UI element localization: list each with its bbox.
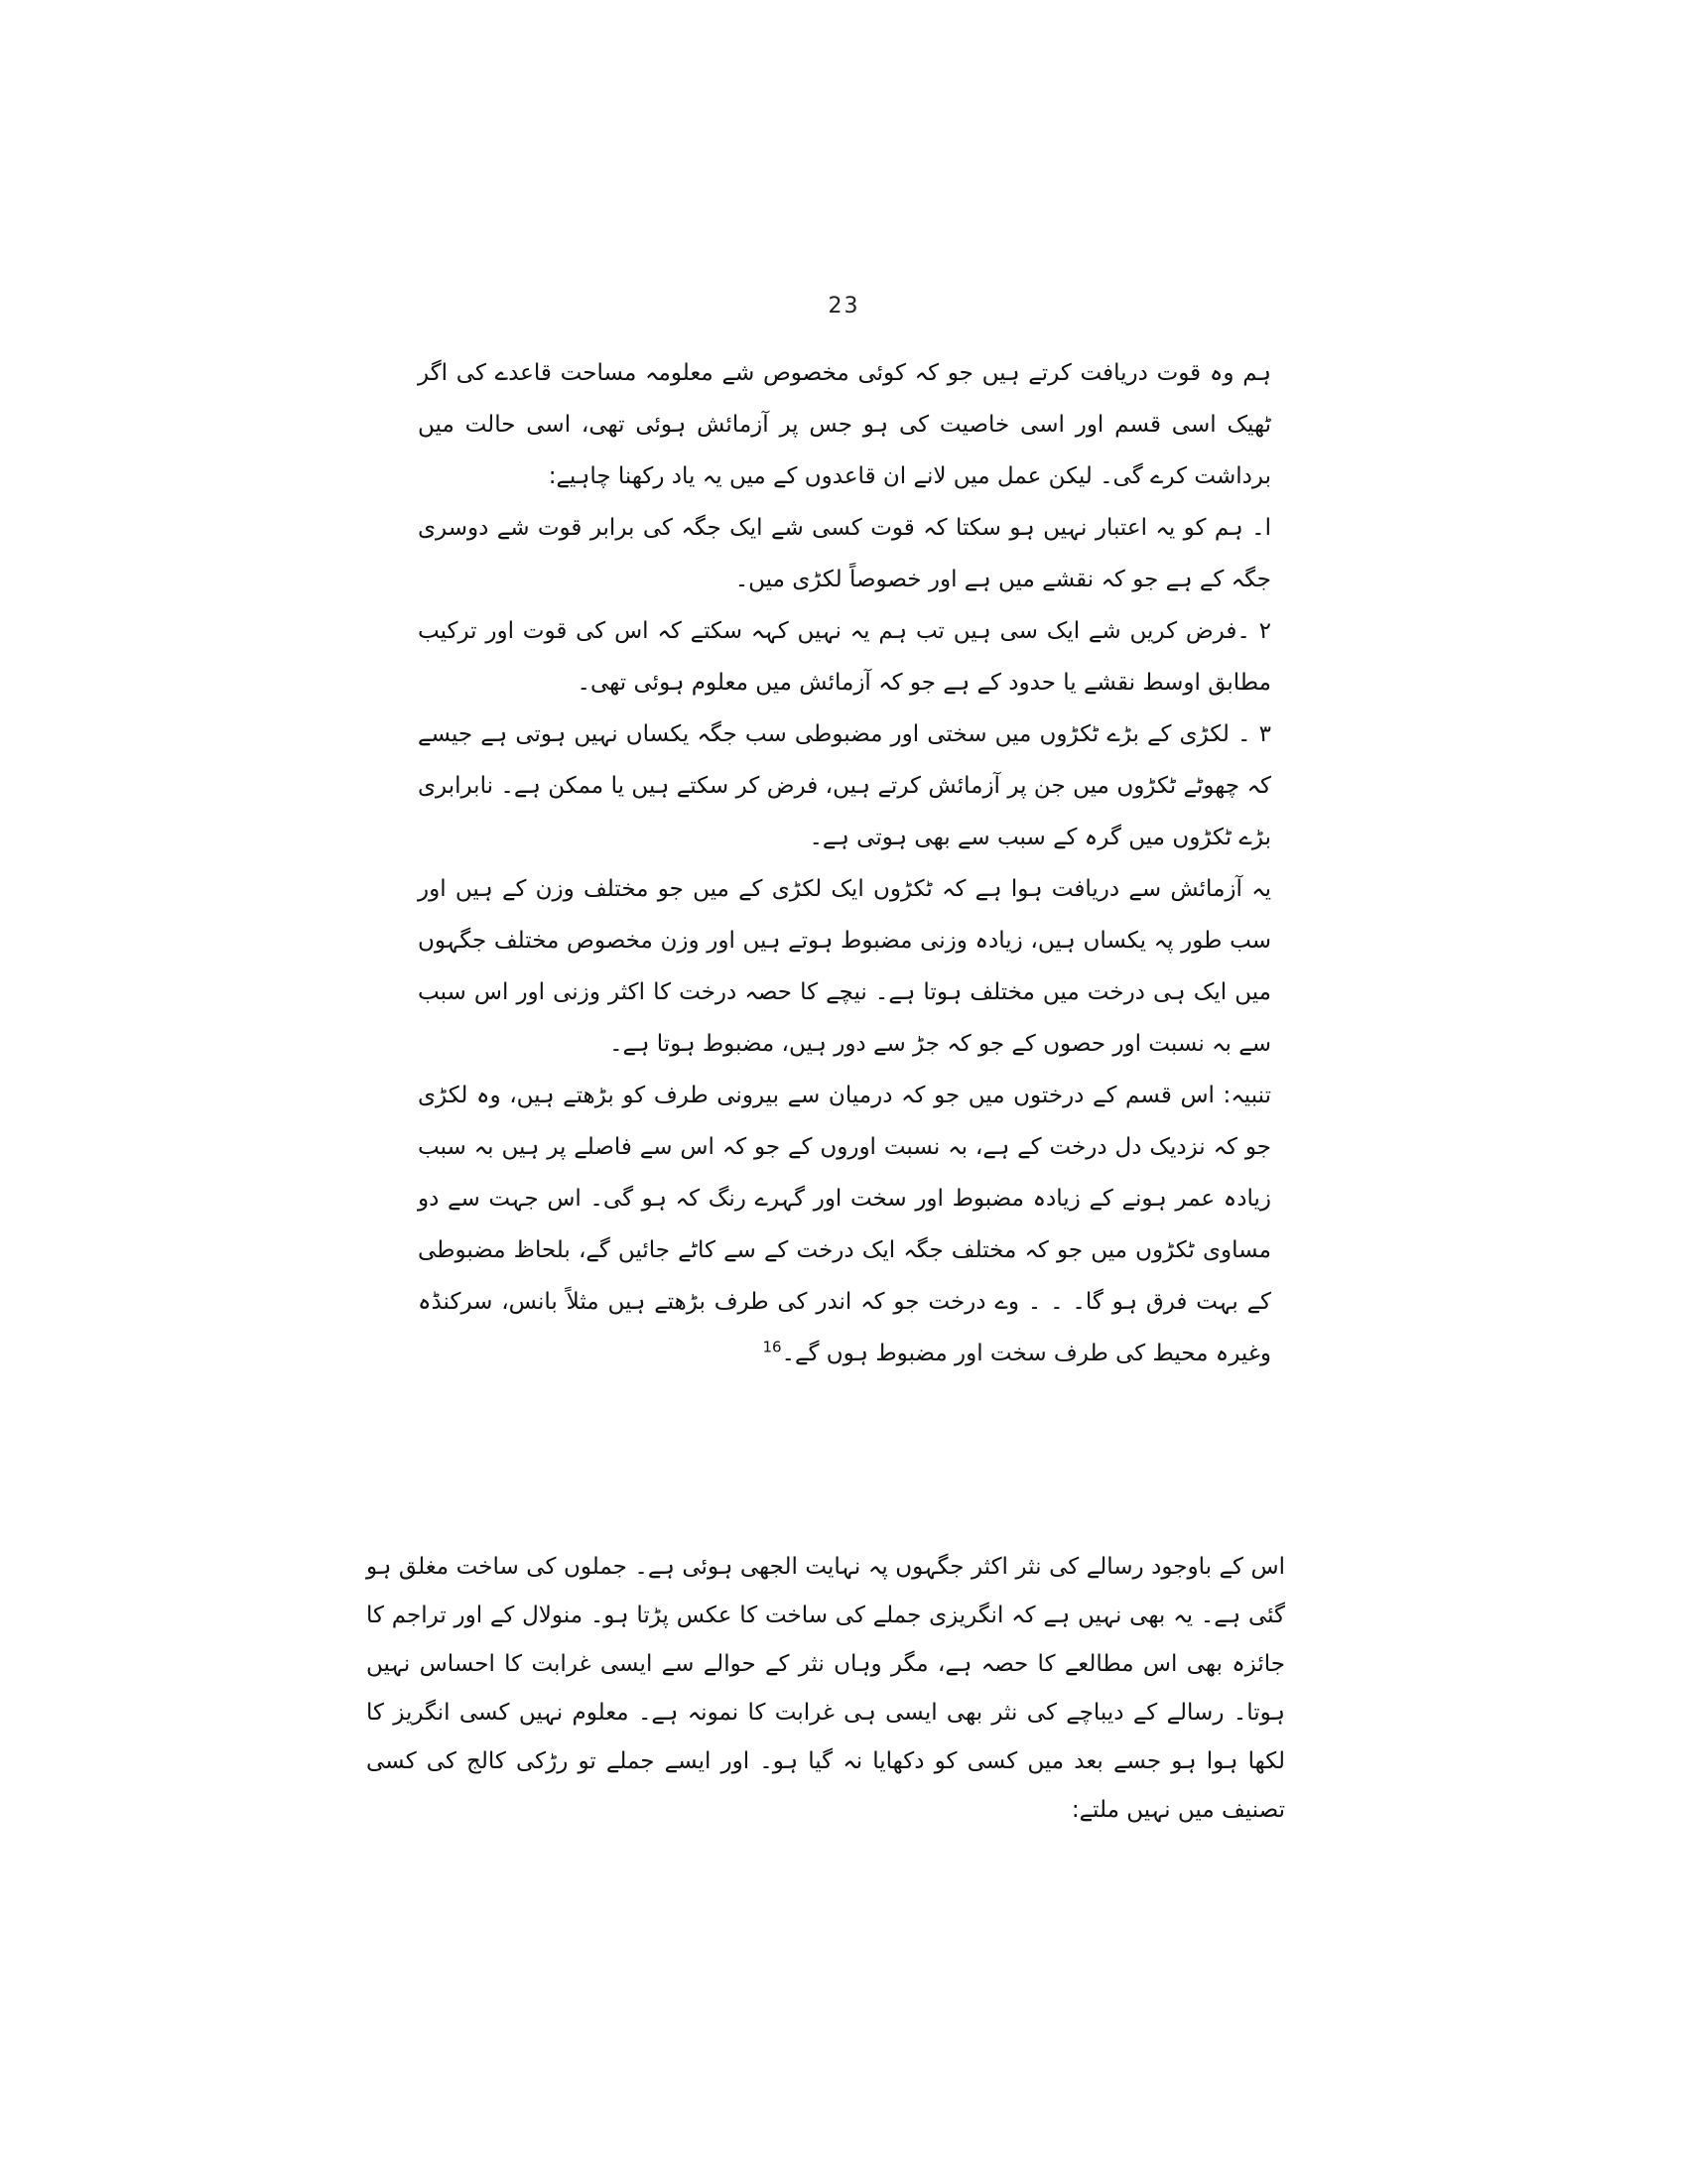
quote-paragraph-intro: ہم وہ قوت دریافت کرتے ہیں جو کہ کوئی مخصوص شے معلومہ مساحت قاعدے کی اگر ٹھیک اسی قسم اور اسی خاصیت کی ہو جس پر آزمائش ہوئی تھی، اسی حالت میں برداشت کرے گی۔ لیکن عمل میں لانے ان قاعدوں کے میں یہ یاد رکھنا چاہیے: — [418, 360, 1271, 489]
body-paragraph: اس کے باوجود رسالے کی نثر اکثر جگہوں پہ نہایت الجھی ہوئی ہے۔ جملوں کی ساخت مغلق ہو گئی ہے۔ یہ بھی نہیں ہے کہ انگریزی جملے کی ساخت کا عکس پڑتا ہو۔ منولال کے اور تراجم کا جائزہ بھی اس مطالعے کا حصہ ہے، مگر وہاں نثر کے حوالے سے ایسی غرابت کا احساس نہیں ہوتا۔ رسالے کے دیباچے کی نثر بھی ایسی ہی غرابت کا نمونہ ہے۔ معلوم نہیں کسی انگریز کا لکھا ہوا ہو جسے بعد میں کسی کو دکھایا نہ گیا ہو۔ اور ایسے جملے تو رڑکی کالج کی کسی تصنیف میں نہیں ملتے: — [366, 1554, 1285, 1823]
page-number: 23 — [828, 294, 860, 319]
quote-paragraph-warning — [418, 1070, 1271, 1379]
quote-point-1: ا۔ ہم کو یہ اعتبار نہیں ہو سکتا کہ قوت کسی شے ایک جگہ کی برابر قوت شے دوسری جگہ کے ہے جو کہ نقشے میں ہے اور خصوصاً لکڑی میں۔ — [418, 515, 1271, 592]
quoted-passage — [418, 347, 1271, 1379]
footnote-reference: 16 — [762, 1338, 782, 1356]
quote-warning-text: تنبیہ: اس قسم کے درختوں میں جو کہ درمیان سے بیرونی طرف کو بڑھتے ہیں، وہ لکڑی جو کہ نزدیک دل درخت کے ہے، بہ نسبت اوروں کے جو کہ اس سے فاصلے پر ہیں بہ سبب زیادہ عمر ہونے کے زیادہ مضبوط اور سخت اور گہرے رنگ کہ ہو گی۔ اس جہت سے دو مساوی ٹکڑوں میں جو کہ مختلف جگہ ایک درخت کے سے کاٹے جائیں گے، بلحاظ مضبوطی کے بہت فرق ہو گا۔ ۔ ۔ وے درخت جو کہ اندر کی طرف بڑھتے ہیں مثلاً بانس، سرکنڈہ وغیرہ محیط کی طرف سخت اور مضبوط ہوں گے۔ — [418, 1083, 1271, 1366]
body-text — [366, 1543, 1285, 1835]
quote-paragraph-weight: یہ آزمائش سے دریافت ہوا ہے کہ ٹکڑوں ایک لکڑی کے میں جو مختلف وزن کے ہیں اور سب طور پہ یکساں ہیں، زیادہ وزنی مضبوط ہوتے ہیں اور وزن مخصوص مختلف جگہوں میں ایک ہی درخت میں مختلف ہوتا ہے۔ نیچے کا حصہ درخت کا اکثر وزنی اور اس سبب سے بہ نسبت اور حصوں کے جو کہ جڑ سے دور ہیں، مضبوط ہوتا ہے۔ — [418, 876, 1271, 1057]
quote-point-2: ۲ ۔فرض کریں شے ایک سی ہیں تب ہم یہ نہیں کہہ سکتے کہ اس کی قوت اور ترکیب مطابق اوسط نقشے یا حدود کے ہے جو کہ آزمائش میں معلوم ہوئی تھی۔ — [418, 618, 1271, 696]
quote-point-3: ۳ ۔ لکڑی کے بڑے ٹکڑوں میں سختی اور مضبوطی سب جگہ یکساں نہیں ہوتی ہے جیسے کہ چھوٹے ٹکڑوں میں جن پر آزمائش کرتے ہیں، فرض کر سکتے ہیں یا ممکن ہے۔ نابرابری بڑے ٹکڑوں میں گرہ کے سبب سے بھی ہوتی ہے۔ — [418, 721, 1271, 850]
